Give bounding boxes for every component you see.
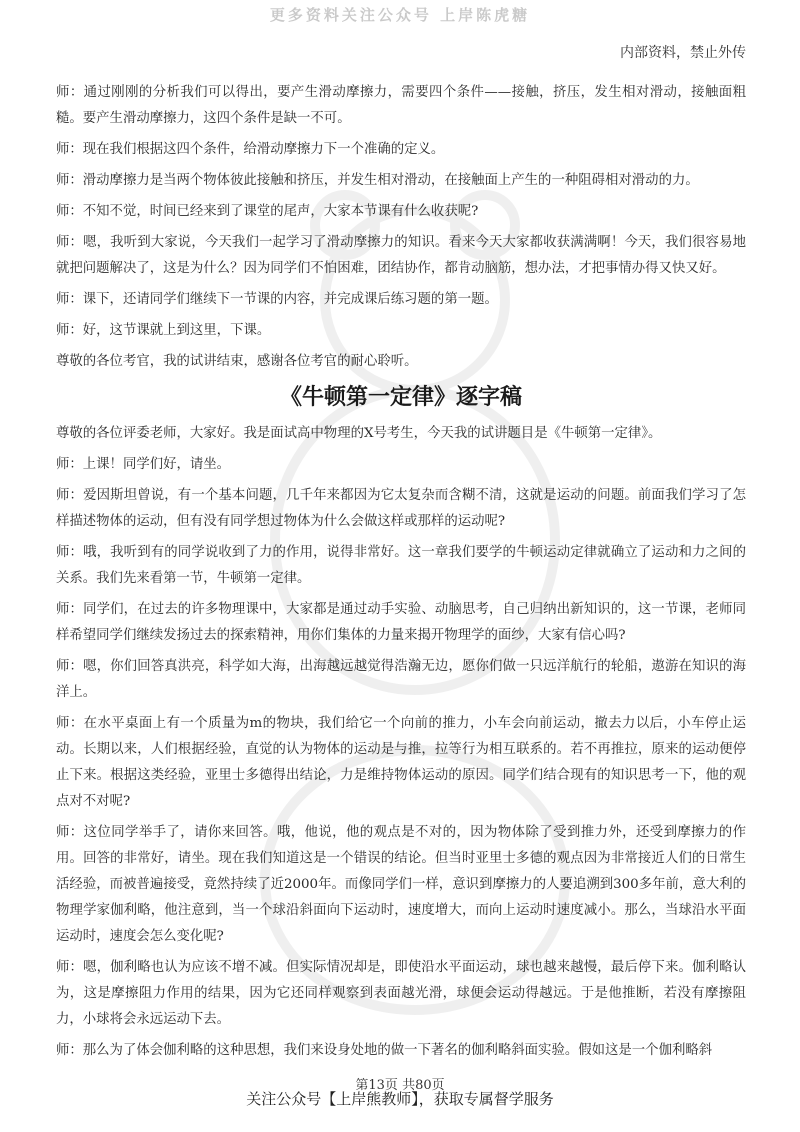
paragraph: 尊敬的各位评委老师，大家好。我是面试高中物理的X号考生，今天我的试讲题目是《牛顿第一定律》。	[56, 426, 662, 441]
paragraph: 师：同学们，在过去的许多物理课中，大家都是通过动手实验、动脑思考，自己归纳出新知识的，这一节课，老师同样希望同学们继续发扬过去的探索精神，用你们集体的力量来揭开物理学的面纱，大家有信心吗?	[56, 602, 746, 643]
paragraph: 师：滑动摩擦力是当两个物体彼此接触和挤压，并发生相对滑动，在接触面上产生的一种阻碍相对滑动的力。	[56, 173, 699, 188]
top-banner: 更多资料关注公众号 上岸陈虎糖	[269, 6, 531, 24]
paragraph: 师：不知不觉，时间已经来到了课堂的尾声，大家本节课有什么收获呢?	[56, 204, 479, 219]
page-number: 第13页 共80页	[355, 1078, 445, 1093]
paragraph: 尊敬的各位考官，我的试讲结束，感谢各位考官的耐心聆听。	[56, 354, 418, 369]
document-body	[56, 80, 746, 1069]
paragraph: 师：爱因斯坦曾说，有一个基本问题，几千年来都因为它太复杂而含糊不清，这就是运动的问题。前面我们学习了怎样描述物体的运动，但有没有同学想过物体为什么会做这样或那样的运动呢?	[56, 488, 746, 529]
paragraph: 师：通过刚刚的分析我们可以得出，要产生滑动摩擦力，需要四个条件——接触，挤压，发生相对滑动，接触面粗糙。要产生滑动摩擦力，这四个条件是缺一不可。	[56, 85, 746, 126]
paragraph: 师：这位同学举手了，请你来回答。哦，他说，他的观点是不对的，因为物体除了受到推力外，还受到摩擦力的作用。回答的非常好，请坐。现在我们知道这是一个错误的结论。但当时亚里士多德的观点因为非常接近人们的日常生活经验，而被普遍接受，竟然持续了近2000年。而像同学们一样，意识到摩擦力的人要追溯到300多年前，意大利的物理学家伽利略，他注意到，当一个球沿斜面向下运动时，速度增大，而向上运动时速度减小。那么，当球沿水平面运动时，速度会怎么变化呢?	[56, 825, 746, 944]
paragraph: 师：好，这节课就上到这里，下课。	[56, 323, 271, 338]
paragraph: 师：哦，我听到有的同学说收到了力的作用，说得非常好。这一章我们要学的牛顿运动定律就确立了运动和力之间的关系。我们先来看第一节，牛顿第一定律。	[56, 545, 746, 586]
lecture-section-newton	[56, 421, 746, 1064]
internal-note: 内部资料，禁止外传	[620, 45, 746, 61]
lecture-section-friction	[56, 80, 746, 375]
paragraph: 师：嗯，伽利略也认为应该不增不减。但实际情况却是，即使沿水平面运动，球也越来越慢，最后停下来。伽利略认为，这是摩擦阻力作用的结果，因为它还同样观察到表面越光滑，球便会运动得越远。于是他推断，若没有摩擦阻力，小球将会永远运动下去。	[56, 960, 746, 1027]
paragraph: 师：嗯，你们回答真洪亮，科学如大海，出海越远越觉得浩瀚无边，愿你们做一只远洋航行的轮船，遨游在知识的海洋上。	[56, 659, 746, 700]
paragraph: 师：在水平桌面上有一个质量为m的物块，我们给它一个向前的推力，小车会向前运动，撤去力以后，小车停止运动。长期以来，人们根据经验，直觉的认为物体的运动是与推，拉等行为相互联系的。若不再推拉，原来的运动便停止下来。根据这类经验，亚里士多德得出结论，力是维持物体运动的原因。同学们结合现有的知识思考一下，他的观点对不对呢?	[56, 716, 746, 809]
paragraph: 师：上课！同学们好，请坐。	[56, 457, 231, 472]
footer-promo: 关注公众号【上岸熊教师】，获取专属督学服务	[246, 1090, 554, 1108]
section-title: 《牛顿第一定律》逐字稿	[279, 385, 522, 410]
paragraph: 师：嗯，我听到大家说，今天我们一起学习了滑动摩擦力的知识。看来今天大家都收获满满啊！今天，我们很容易地就把问题解决了，这是为什么？因为同学们不怕困难，团结协作，都肯动脑筋，想办法，才把事情办得又快又好。	[56, 235, 746, 276]
paragraph: 师：课下，还请同学们继续下一节课的内容，并完成课后练习题的第一题。	[56, 292, 498, 307]
paragraph: 师：现在我们根据这四个条件，给滑动摩擦力下一个准确的定义。	[56, 142, 445, 157]
paragraph: 师：那么为了体会伽利略的这种思想，我们来设身处地的做一下著名的伽利略斜面实验。假如这是一个伽利略斜	[56, 1043, 713, 1058]
